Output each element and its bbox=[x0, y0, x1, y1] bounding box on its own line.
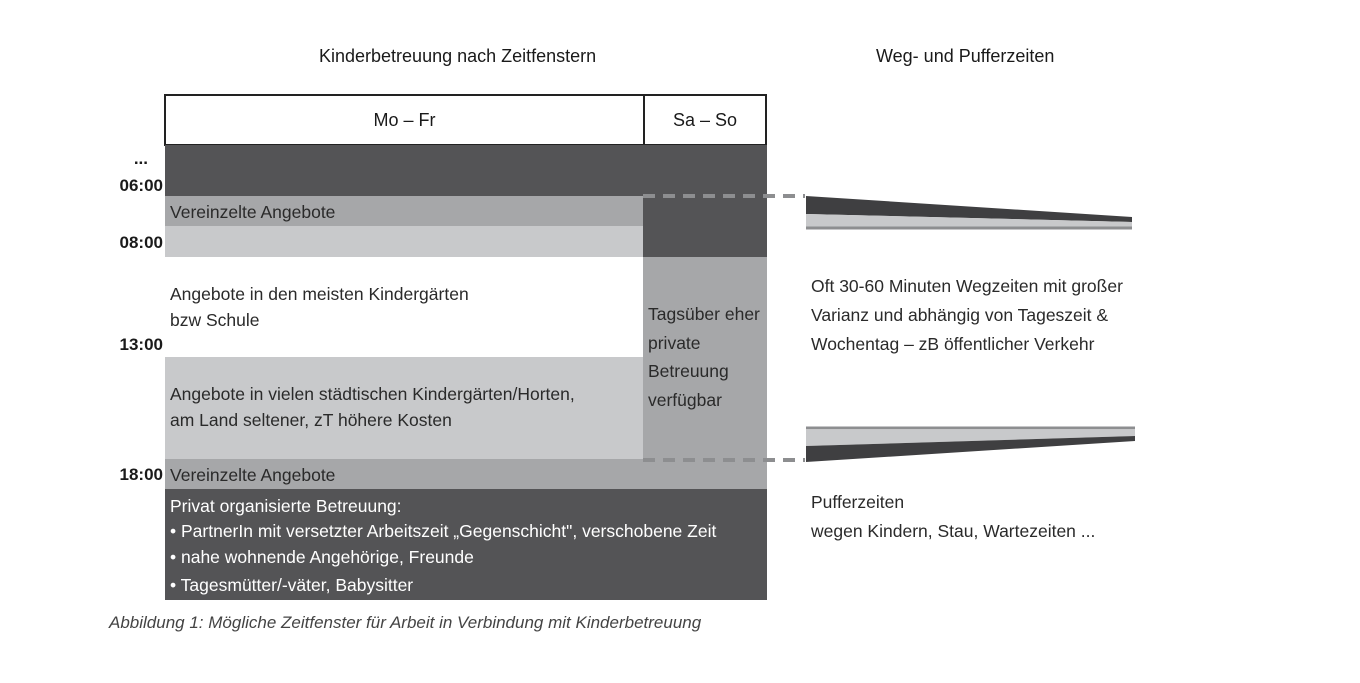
block-weekend-line4: verfügbar bbox=[648, 390, 722, 410]
column-header-weekend-label: Sa – So bbox=[672, 109, 738, 130]
block-vereinzelt-morning-label: Vereinzelte Angebote bbox=[170, 202, 336, 222]
block-weekend-line3: Betreuung bbox=[648, 361, 729, 381]
puffer-text-line2: wegen Kindern, Stau, Wartezeiten ... bbox=[811, 521, 1096, 541]
block-kindergarten-line1: Angebote in den meisten Kindergärten bbox=[170, 284, 469, 304]
time-label-1300: 13:00 bbox=[119, 335, 163, 354]
block-privat-item-3: • Tagesmütter/-väter, Babysitter bbox=[170, 575, 414, 595]
weg-text-line1: Oft 30-60 Minuten Wegzeiten mit großer bbox=[811, 276, 1123, 296]
block-weekend-line2: private bbox=[648, 333, 701, 353]
block-horte-line2: am Land seltener, zT höhere Kosten bbox=[170, 410, 452, 430]
diagram-title-right: Weg- und Pufferzeiten bbox=[876, 46, 1055, 66]
diagram-title-left: Kinderbetreuung nach Zeitfenstern bbox=[319, 46, 597, 66]
block-vereinzelt-evening-label: Vereinzelte Angebote bbox=[170, 465, 336, 485]
time-label-1800: 18:00 bbox=[119, 465, 163, 484]
block-privat-item-2: • nahe wohnende Angehörige, Freunde bbox=[170, 547, 474, 567]
block-privat-title: Privat organisierte Betreuung: bbox=[170, 496, 402, 516]
weg-text-line3: Wochentag – zB öffentlicher Verkehr bbox=[811, 334, 1095, 354]
time-label-0600: 06:00 bbox=[119, 176, 163, 195]
weg-text-line2: Varianz und abhängig von Tageszeit & bbox=[811, 305, 1109, 325]
block-privat-item-1: • PartnerIn mit versetzter Arbeitszeit „Gegenschicht", verschobene Zeit bbox=[170, 521, 717, 541]
time-label-ellipsis: ... bbox=[133, 149, 148, 168]
puffer-text-line1: Pufferzeiten bbox=[811, 492, 905, 512]
block-kindergarten-line2: bzw Schule bbox=[170, 310, 260, 330]
block-weekend-line1: Tagsüber eher bbox=[648, 304, 760, 324]
figure-caption: Abbildung 1: Mögliche Zeitfenster für Arbeit in Verbindung mit Kinderbetreuung bbox=[109, 613, 702, 632]
time-label-0800: 08:00 bbox=[119, 233, 163, 252]
block-horte-line1: Angebote in vielen städtischen Kindergärten/Horten, bbox=[170, 384, 575, 404]
column-header-weekday-label: Mo – Fr bbox=[373, 109, 436, 130]
